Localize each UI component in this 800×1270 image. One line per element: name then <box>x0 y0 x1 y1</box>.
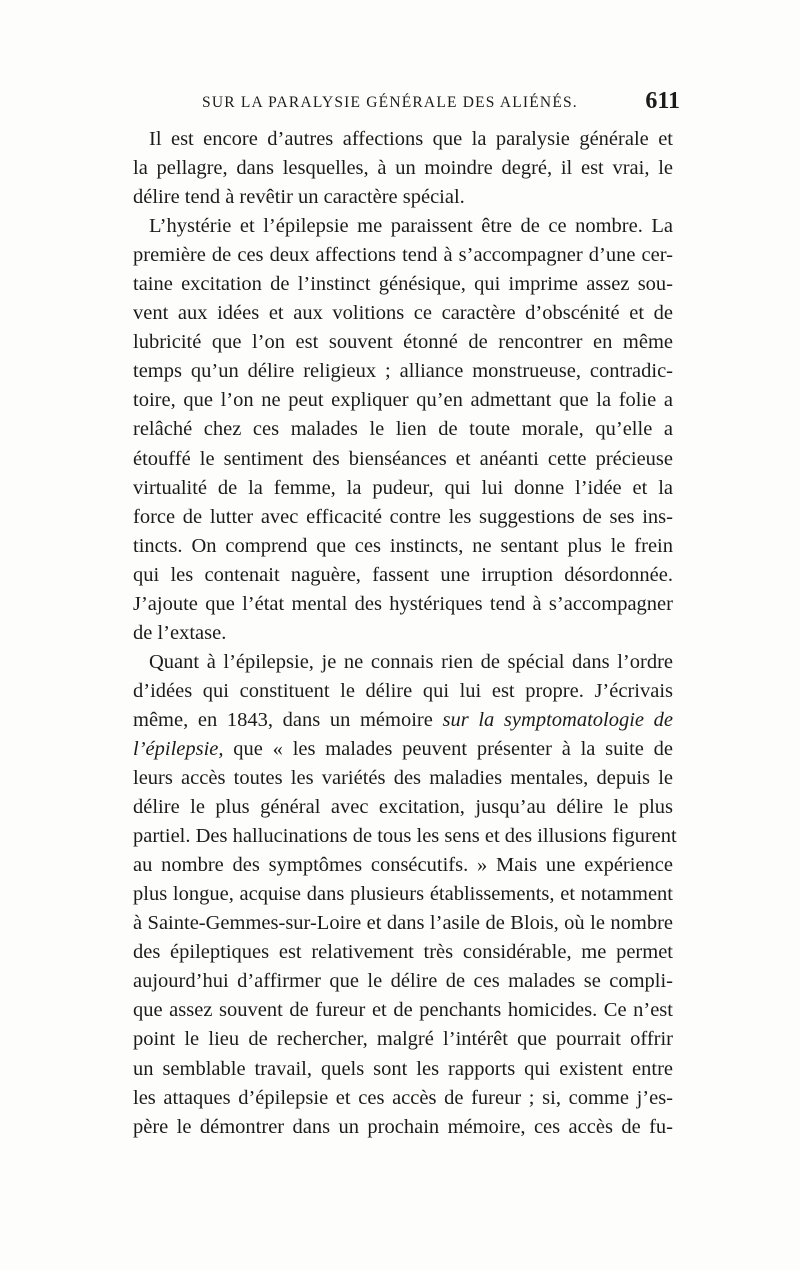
italic-title-fragment: l’épilepsie, <box>133 737 224 760</box>
text-line: que assez souvent de fureur et de penchants homicides. Ce n’est <box>133 999 673 1022</box>
text-line: au nombre des symptômes consécutifs. » Mais une expérience <box>133 854 673 877</box>
text-line: vent aux idées et aux volitions ce caractère d’obscénité et de <box>133 302 673 325</box>
text-line: d’idées qui constituent le délire qui lui est propre. J’écrivais <box>133 679 673 702</box>
text-line: point le lieu de rechercher, malgré l’intérêt que pourrait offrir <box>133 1028 673 1051</box>
text-fragment: même, en 1843, dans un mémoire <box>133 708 433 731</box>
text-line <box>133 706 673 735</box>
text-line: des épileptiques est relativement très considérable, me permet <box>133 941 673 964</box>
text-line: de l’extase. <box>133 621 227 644</box>
text-line: les attaques d’épilepsie et ces accès de fureur ; si, comme j’es- <box>133 1086 673 1109</box>
body-text <box>133 125 677 1142</box>
text-line: L’hystérie et l’épilepsie me paraissent être de ce nombre. La <box>149 215 673 238</box>
text-line: étouffé le sentiment des bienséances et anéanti cette précieuse <box>133 447 673 470</box>
text-line: leurs accès toutes les variétés des maladies mentales, depuis le <box>133 767 673 790</box>
italic-title-fragment: sur la symptomatologie de <box>442 708 673 731</box>
text-line: relâché chez ces malades le lien de toute morale, qu’elle a <box>133 418 673 441</box>
running-head <box>140 88 680 122</box>
text-line: un semblable travail, quels sont les rapports qui existent entre <box>133 1057 673 1080</box>
text-line: force de lutter avec efficacité contre les suggestions de ses ins- <box>133 505 673 528</box>
text-line: toire, que l’on ne peut expliquer qu’en admettant que la folie a <box>133 389 673 412</box>
text-line: J’ajoute que l’état mental des hystériques tend à s’accompagner <box>133 592 673 615</box>
text-line: la pellagre, dans lesquelles, à un moindre degré, il est vrai, le <box>133 157 673 180</box>
text-line: à Sainte-Gemmes-sur-Loire et dans l’asile de Blois, où le nombre <box>133 912 673 935</box>
text-line: partiel. Des hallucinations de tous les sens et des illusions figurent <box>133 825 677 848</box>
text-line: délire le plus général avec excitation, jusqu’au délire le plus <box>133 796 673 819</box>
text-line: tincts. On comprend que ces instincts, ne sentant plus le frein <box>133 534 673 557</box>
text-line: temps qu’un délire religieux ; alliance monstrueuse, contradic- <box>133 360 673 383</box>
text-line: aujourd’hui d’affirmer que le délire de ces malades se compli- <box>133 970 673 993</box>
text-line: qui les contenait naguère, fassent une irruption désordonnée. <box>133 563 673 586</box>
text-line: virtualité de la femme, la pudeur, qui lui donne l’idée et la <box>133 476 673 499</box>
text-line: Quant à l’épilepsie, je ne connais rien de spécial dans l’ordre <box>149 650 673 673</box>
text-line: première de ces deux affections tend à s’accompagner d’une cer- <box>133 244 673 267</box>
text-line <box>133 735 673 764</box>
text-fragment: que « les malades peuvent présenter à la suite de <box>233 737 674 760</box>
text-line: père le démontrer dans un prochain mémoire, ces accès de fu- <box>133 1115 673 1138</box>
text-line: taine excitation de l’instinct génésique, qui imprime assez sou- <box>133 273 673 296</box>
text-line: Il est encore d’autres affections que la paralysie générale et <box>149 128 673 150</box>
page-number: 611 <box>645 88 680 114</box>
text-line: plus longue, acquise dans plusieurs établissements, et notamment <box>133 883 673 906</box>
text-line: délire tend à revêtir un caractère spécial. <box>133 186 465 209</box>
text-line: lubricité que l’on est souvent étonné de rencontrer en même <box>133 331 673 354</box>
running-title: SUR LA PARALYSIE GÉNÉRALE DES ALIÉNÉS. <box>202 94 578 111</box>
